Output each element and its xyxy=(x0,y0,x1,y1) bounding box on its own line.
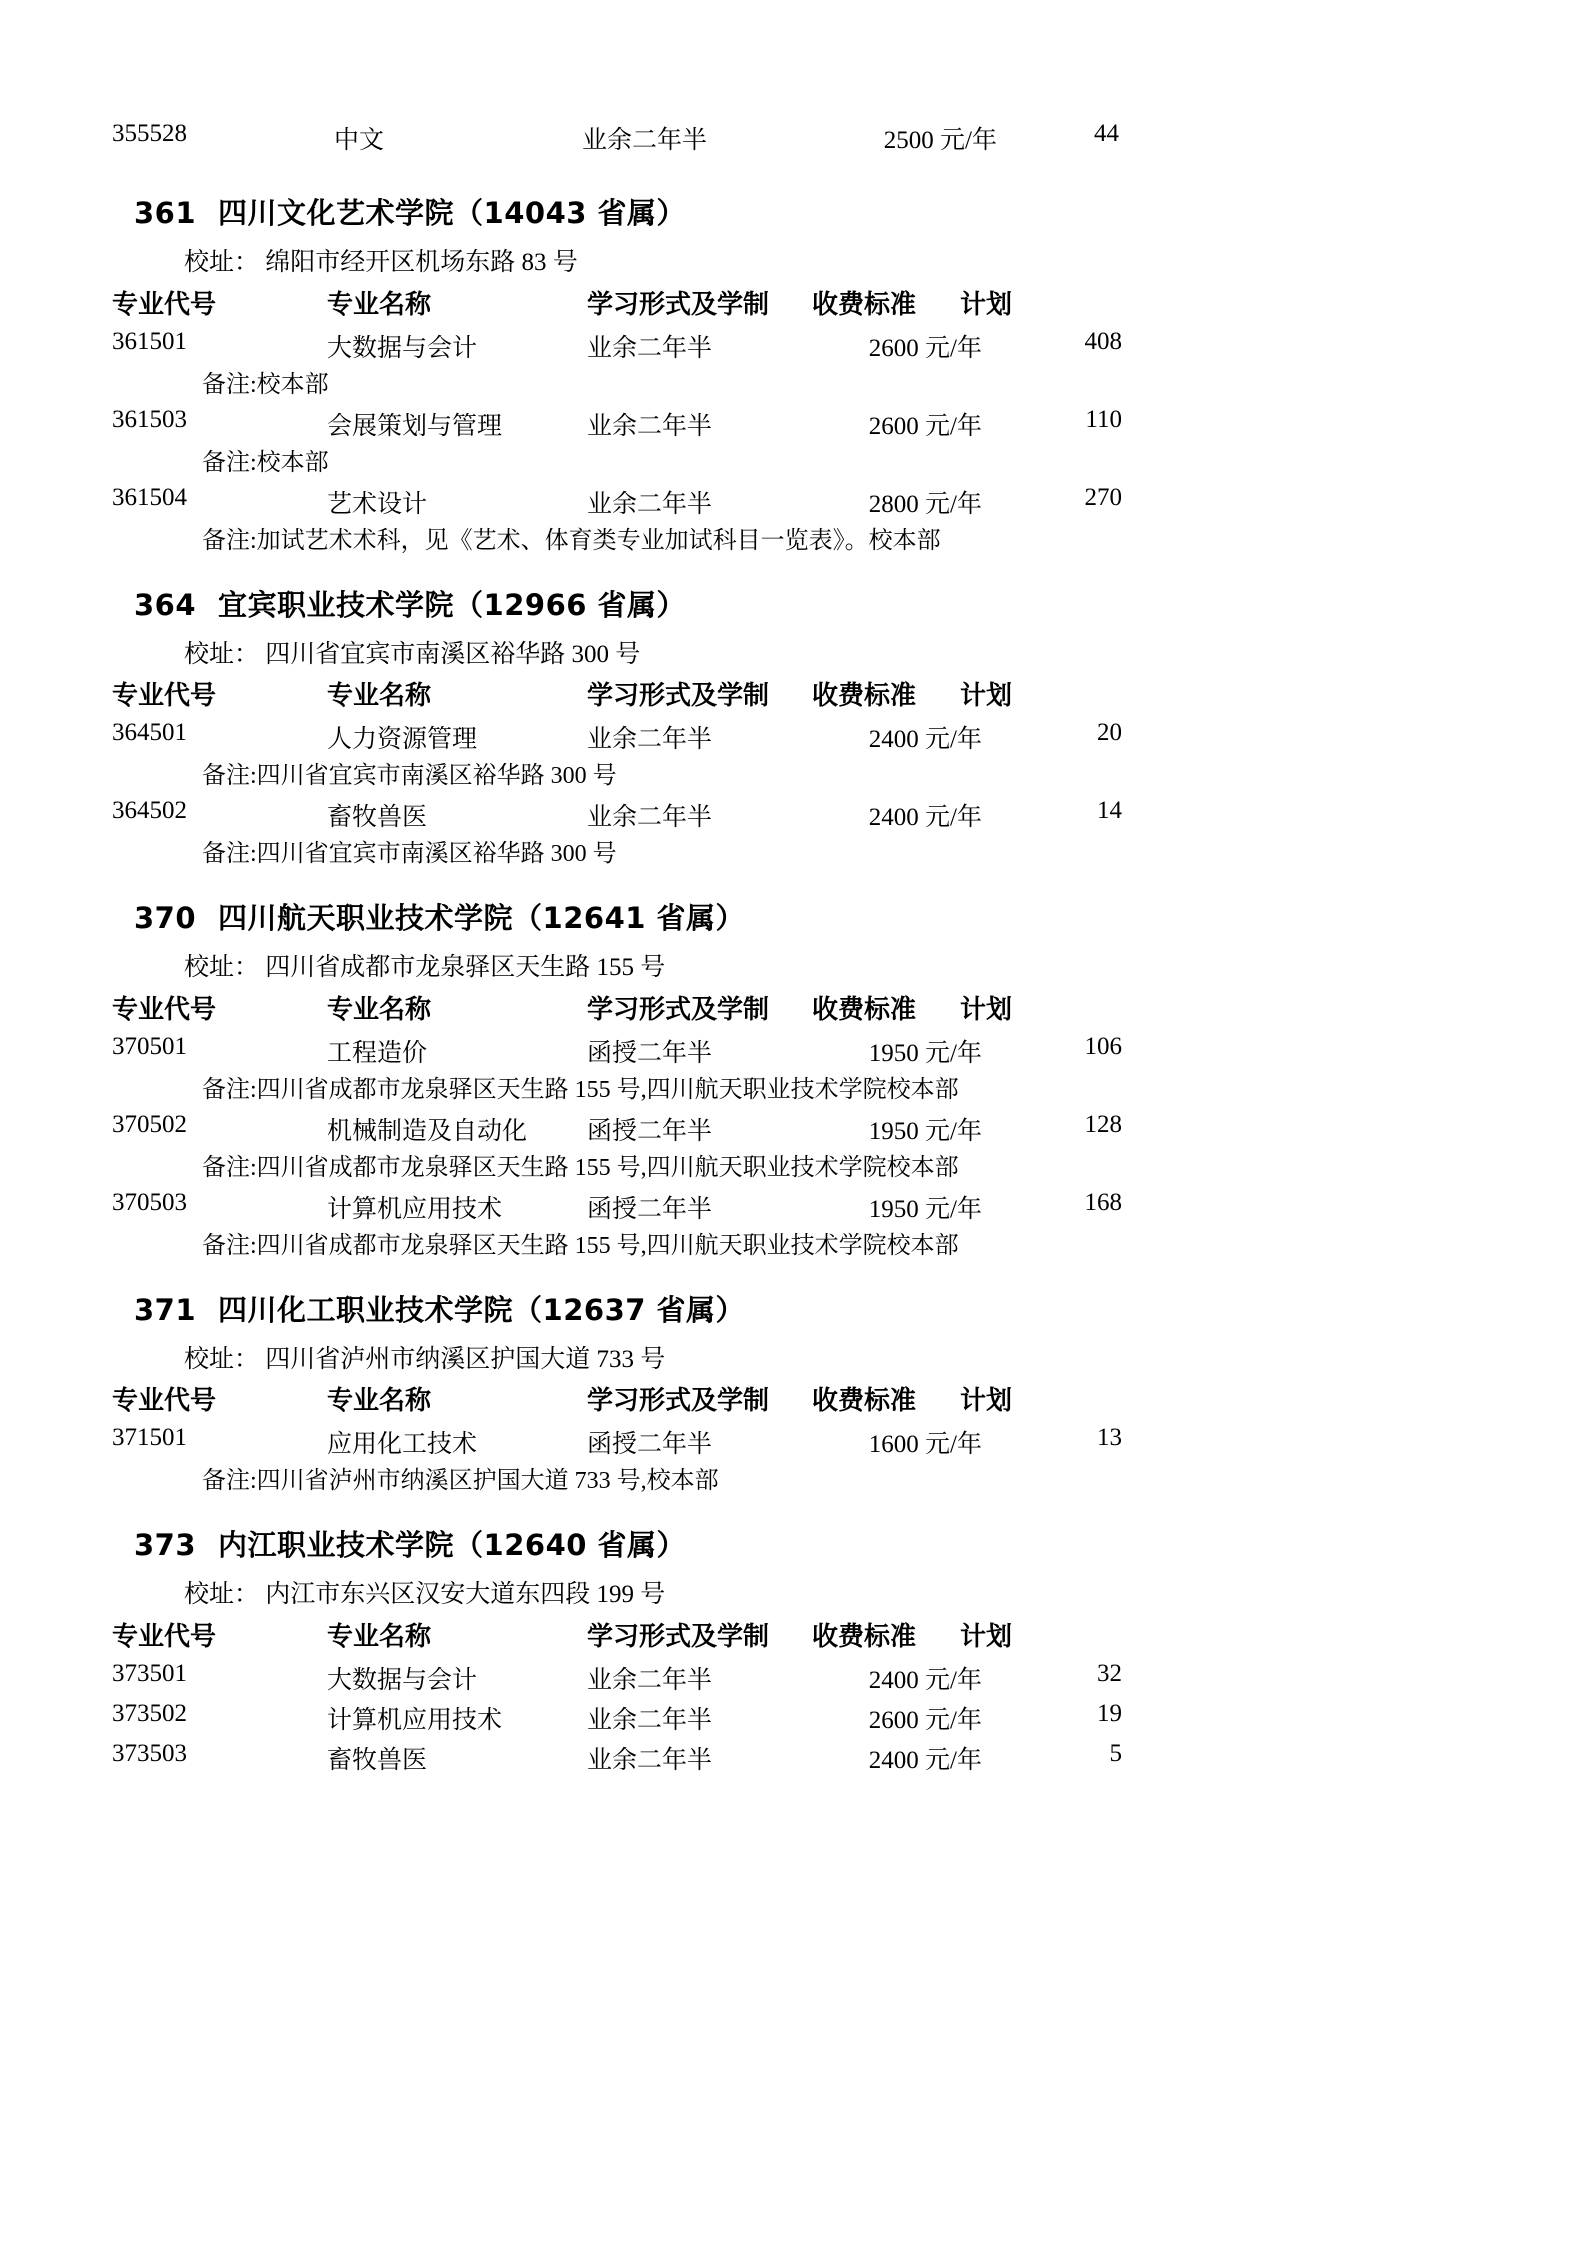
column-header-fee: 收费标准 xyxy=(812,1386,917,1417)
school-number: 370 xyxy=(134,901,197,936)
major-name: 畜牧兽医 xyxy=(327,804,428,832)
major-code: 364502 xyxy=(112,797,187,825)
major-code: 361501 xyxy=(112,327,187,355)
column-header-name: 专业名称 xyxy=(327,289,432,320)
school-name: 四川化工职业技术学院（12637 省属） xyxy=(218,1292,746,1327)
column-header-fee: 收费标准 xyxy=(812,289,917,320)
major-row xyxy=(112,1111,1475,1151)
major-plan: 270 xyxy=(1084,483,1122,511)
major-plan: 44 xyxy=(1094,120,1119,147)
major-plan: 13 xyxy=(1097,1424,1122,1452)
column-header-form: 学习形式及学制 xyxy=(587,289,770,320)
column-header-row xyxy=(112,1380,1475,1420)
major-plan: 32 xyxy=(1097,1659,1122,1687)
major-code: 370502 xyxy=(112,1110,187,1138)
column-header-name: 专业名称 xyxy=(327,1386,432,1417)
school-number: 364 xyxy=(134,587,197,622)
major-name: 艺术设计 xyxy=(327,490,428,518)
major-form: 业余二年半 xyxy=(582,127,708,154)
major-row xyxy=(112,1660,1475,1700)
major-fee: 2400 元/年 xyxy=(868,1666,982,1694)
school-number: 361 xyxy=(134,196,197,230)
major-code: 364501 xyxy=(112,719,187,747)
major-note: 备注:四川省成都市龙泉驿区天生路 155 号,四川航天职业技术学院校本部 xyxy=(202,1154,959,1181)
column-header-fee: 收费标准 xyxy=(812,1621,917,1652)
major-row xyxy=(112,1424,1475,1464)
school-block xyxy=(112,192,1475,562)
major-name: 计算机应用技术 xyxy=(327,1195,503,1223)
major-plan: 408 xyxy=(1084,327,1122,355)
major-row xyxy=(112,328,1475,368)
major-note: 备注:校本部 xyxy=(202,371,329,398)
major-note: 备注:四川省成都市龙泉驿区天生路 155 号,四川航天职业技术学院校本部 xyxy=(202,1232,959,1259)
column-header-code: 专业代号 xyxy=(112,994,217,1025)
major-note: 备注:校本部 xyxy=(202,449,329,476)
school-block xyxy=(112,584,1475,876)
major-row xyxy=(112,797,1475,837)
major-form: 业余二年半 xyxy=(587,804,713,832)
school-title xyxy=(112,584,1475,626)
major-plan: 19 xyxy=(1097,1699,1122,1727)
major-form: 函授二年半 xyxy=(587,1195,713,1223)
column-header-plan: 计划 xyxy=(960,994,1013,1025)
column-header-row xyxy=(112,284,1475,324)
school-address: 校址： 四川省泸州市纳溪区护国大道 733 号 xyxy=(184,1345,666,1373)
major-form: 业余二年半 xyxy=(587,1746,713,1774)
major-fee: 2500 元/年 xyxy=(883,127,997,154)
major-code: 370503 xyxy=(112,1188,187,1216)
major-form: 业余二年半 xyxy=(587,334,713,362)
major-name: 应用化工技术 xyxy=(327,1431,478,1459)
major-fee: 2600 元/年 xyxy=(868,412,982,440)
major-row xyxy=(112,484,1475,524)
column-header-code: 专业代号 xyxy=(112,1621,217,1652)
major-name: 人力资源管理 xyxy=(327,726,478,754)
major-row xyxy=(112,719,1475,759)
major-form: 函授二年半 xyxy=(587,1039,713,1067)
major-form: 业余二年半 xyxy=(587,490,713,518)
major-plan: 14 xyxy=(1097,797,1122,825)
major-code: 370501 xyxy=(112,1032,187,1060)
major-name: 畜牧兽医 xyxy=(327,1746,428,1774)
major-name: 大数据与会计 xyxy=(327,334,478,362)
major-row xyxy=(112,1189,1475,1229)
school-name: 四川航天职业技术学院（12641 省属） xyxy=(218,901,746,936)
major-code: 361503 xyxy=(112,405,187,433)
major-plan: 106 xyxy=(1084,1032,1122,1060)
major-row xyxy=(112,1033,1475,1073)
school-block xyxy=(112,897,1475,1267)
major-name: 大数据与会计 xyxy=(327,1666,478,1694)
major-name: 计算机应用技术 xyxy=(327,1706,503,1734)
column-header-name: 专业名称 xyxy=(327,1621,432,1652)
column-header-form: 学习形式及学制 xyxy=(587,994,770,1025)
major-fee: 2400 元/年 xyxy=(868,804,982,832)
school-name: 四川文化艺术学院（14043 省属） xyxy=(218,196,687,230)
major-plan: 168 xyxy=(1084,1188,1122,1216)
school-block xyxy=(112,1289,1475,1503)
school-name: 内江职业技术学院（12640 省属） xyxy=(218,1528,687,1563)
column-header-row xyxy=(112,675,1475,715)
major-plan: 20 xyxy=(1097,719,1122,747)
column-header-row xyxy=(112,989,1475,1029)
major-name: 机械制造及自动化 xyxy=(327,1117,528,1145)
major-form: 函授二年半 xyxy=(587,1117,713,1145)
major-note: 备注:四川省宜宾市南溪区裕华路 300 号 xyxy=(202,763,617,790)
school-name: 宜宾职业技术学院（12966 省属） xyxy=(218,587,687,622)
column-header-name: 专业名称 xyxy=(327,681,432,712)
major-code: 373503 xyxy=(112,1739,187,1767)
school-address: 校址： 四川省成都市龙泉驿区天生路 155 号 xyxy=(184,954,666,982)
school-list xyxy=(112,192,1475,1780)
column-header-row xyxy=(112,1616,1475,1656)
major-fee: 2600 元/年 xyxy=(868,334,982,362)
major-fee: 2600 元/年 xyxy=(868,1706,982,1734)
column-header-code: 专业代号 xyxy=(112,681,217,712)
major-row xyxy=(112,1700,1475,1740)
column-header-plan: 计划 xyxy=(960,289,1013,320)
column-header-form: 学习形式及学制 xyxy=(587,1386,770,1417)
major-plan: 110 xyxy=(1085,405,1122,433)
column-header-form: 学习形式及学制 xyxy=(587,1621,770,1652)
school-title xyxy=(112,1289,1475,1331)
continued-major-row xyxy=(112,120,1475,166)
school-address: 校址： 四川省宜宾市南溪区裕华路 300 号 xyxy=(184,640,641,668)
school-title xyxy=(112,1524,1475,1566)
column-header-code: 专业代号 xyxy=(112,289,217,320)
major-fee: 2800 元/年 xyxy=(868,490,982,518)
major-name: 会展策划与管理 xyxy=(327,412,503,440)
major-fee: 1950 元/年 xyxy=(868,1039,982,1067)
school-address: 校址： 内江市东兴区汉安大道东四段 199 号 xyxy=(184,1581,666,1609)
school-address: 校址： 绵阳市经开区机场东路 83 号 xyxy=(184,249,578,277)
major-fee: 1600 元/年 xyxy=(868,1431,982,1459)
school-title xyxy=(112,192,1475,234)
major-note: 备注:加试艺术术科，见《艺术、体育类专业加试科目一览表》。校本部 xyxy=(202,527,941,554)
major-name: 中文 xyxy=(334,127,385,154)
major-fee: 2400 元/年 xyxy=(868,1746,982,1774)
major-row xyxy=(112,406,1475,446)
major-note: 备注:四川省宜宾市南溪区裕华路 300 号 xyxy=(202,841,617,868)
major-code: 355528 xyxy=(112,120,187,147)
major-row xyxy=(112,1740,1475,1780)
major-code: 361504 xyxy=(112,483,187,511)
major-form: 业余二年半 xyxy=(587,412,713,440)
major-note: 备注:四川省成都市龙泉驿区天生路 155 号,四川航天职业技术学院校本部 xyxy=(202,1076,959,1103)
column-header-plan: 计划 xyxy=(960,1386,1013,1417)
major-note: 备注:四川省泸州市纳溪区护国大道 733 号,校本部 xyxy=(202,1468,719,1495)
school-number: 373 xyxy=(134,1528,197,1563)
major-form: 函授二年半 xyxy=(587,1431,713,1459)
major-fee: 2400 元/年 xyxy=(868,726,982,754)
major-form: 业余二年半 xyxy=(587,1666,713,1694)
school-title xyxy=(112,897,1475,939)
column-header-name: 专业名称 xyxy=(327,994,432,1025)
column-header-form: 学习形式及学制 xyxy=(587,681,770,712)
column-header-fee: 收费标准 xyxy=(812,681,917,712)
major-fee: 1950 元/年 xyxy=(868,1117,982,1145)
major-plan: 128 xyxy=(1084,1110,1122,1138)
major-fee: 1950 元/年 xyxy=(868,1195,982,1223)
major-name: 工程造价 xyxy=(327,1039,428,1067)
school-block xyxy=(112,1524,1475,1780)
major-code: 373501 xyxy=(112,1659,187,1687)
major-code: 371501 xyxy=(112,1424,187,1452)
major-form: 业余二年半 xyxy=(587,726,713,754)
column-header-fee: 收费标准 xyxy=(812,994,917,1025)
column-header-plan: 计划 xyxy=(960,1621,1013,1652)
column-header-code: 专业代号 xyxy=(112,1386,217,1417)
column-header-plan: 计划 xyxy=(960,681,1013,712)
major-plan: 5 xyxy=(1109,1739,1122,1767)
school-number: 371 xyxy=(134,1292,197,1327)
major-code: 373502 xyxy=(112,1699,187,1727)
major-form: 业余二年半 xyxy=(587,1706,713,1734)
